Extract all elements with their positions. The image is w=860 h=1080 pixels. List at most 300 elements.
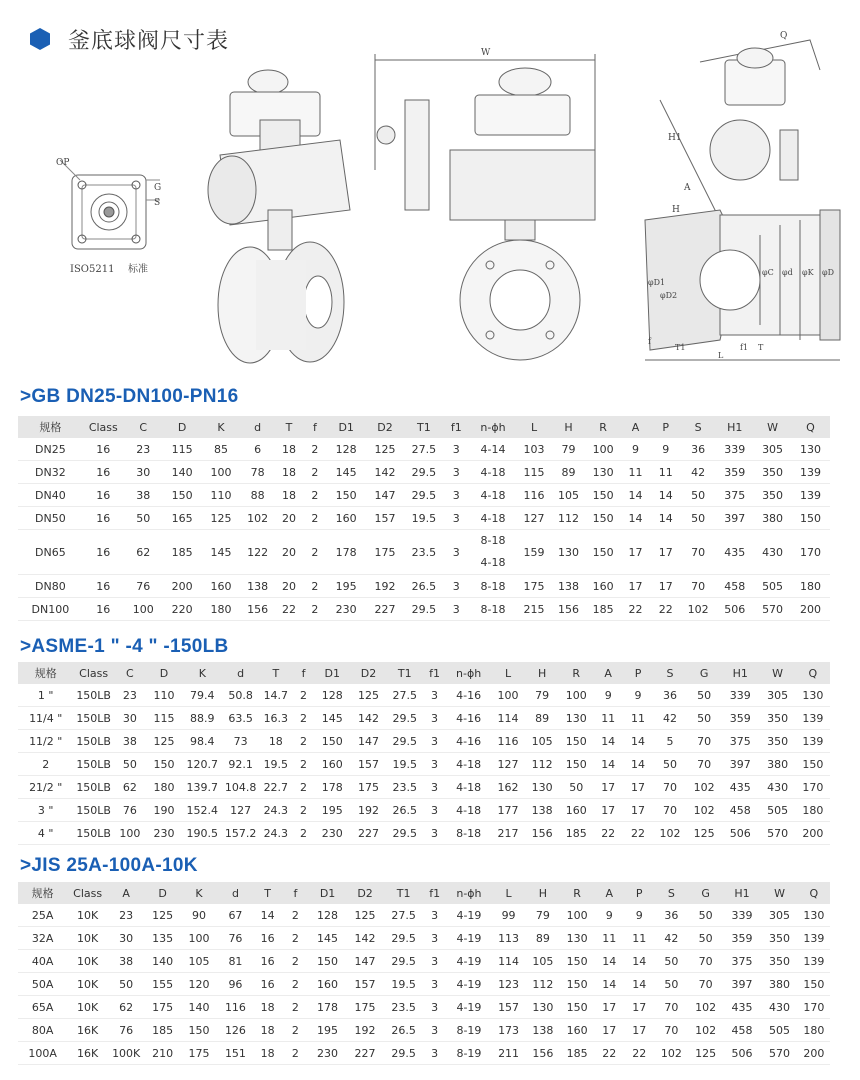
table-cell: 3: [443, 598, 469, 621]
table-cell: 17: [593, 799, 623, 822]
gb-table-header: [18, 416, 830, 438]
table-cell: 16: [83, 598, 124, 621]
table-cell: 100: [202, 461, 241, 484]
table-cell: 8-18: [469, 598, 517, 621]
table-cell: 50A: [18, 973, 67, 996]
table-cell: 230: [309, 1042, 345, 1065]
table-cell: 27.5: [404, 438, 443, 461]
table-cell: 29.5: [387, 707, 423, 730]
table-cell: 350: [754, 484, 791, 507]
table-cell: 2: [303, 507, 327, 530]
table-cell: 506: [723, 1042, 762, 1065]
table-cell: 14: [651, 484, 681, 507]
table-cell: 9: [651, 438, 681, 461]
gb-header-cell: P: [651, 416, 681, 438]
table-cell: 192: [346, 1019, 385, 1042]
asme-table-header: [18, 662, 830, 684]
table-cell: 2: [303, 438, 327, 461]
table-cell: 160: [314, 753, 350, 776]
table-cell: 139.7: [182, 776, 222, 799]
gb-header-cell: C: [124, 416, 163, 438]
asme-header-cell: n-ϕh: [446, 662, 491, 684]
table-cell: 4-18: [446, 753, 491, 776]
table-cell: 175: [350, 776, 386, 799]
table-cell: 8-18: [446, 822, 491, 845]
table-cell: 16: [83, 575, 124, 598]
table-cell: 192: [350, 799, 386, 822]
table-cell: 50: [654, 950, 688, 973]
table-cell: 30: [114, 707, 146, 730]
table-cell: 26.5: [384, 1019, 423, 1042]
table-cell: 14: [620, 507, 650, 530]
table-cell: 17: [593, 776, 623, 799]
table-cell: 50: [688, 927, 722, 950]
table-cell: 85: [202, 438, 241, 461]
table-cell: 62: [108, 996, 144, 1019]
table-cell: 150: [559, 753, 593, 776]
table-cell: 227: [346, 1042, 385, 1065]
table-row: [18, 575, 830, 598]
table-cell: 17: [651, 575, 681, 598]
table-cell: 156: [525, 822, 559, 845]
table-cell: 16: [83, 461, 124, 484]
table-cell: 305: [759, 684, 795, 707]
table-cell: 145: [314, 707, 350, 730]
asme-header-cell: H: [525, 662, 559, 684]
jis-header-cell: 规格: [18, 882, 67, 904]
table-cell: 89: [525, 707, 559, 730]
table-cell: 150LB: [73, 753, 113, 776]
table-cell: 178: [314, 776, 350, 799]
table-cell: 112: [525, 753, 559, 776]
table-cell: 150: [586, 484, 621, 507]
table-cell: 305: [754, 438, 791, 461]
table-cell: 139: [791, 484, 830, 507]
table-cell: 29.5: [384, 950, 423, 973]
table-cell: 210: [144, 1042, 180, 1065]
table-cell: 70: [653, 776, 687, 799]
table-cell: 1 ": [18, 684, 73, 707]
table-cell: 104.8: [223, 776, 259, 799]
table-cell: 380: [759, 753, 795, 776]
table-cell: 30: [108, 927, 144, 950]
table-cell: DN32: [18, 461, 83, 484]
table-cell: 2: [303, 530, 327, 575]
table-cell: 339: [721, 684, 759, 707]
table-cell: 375: [723, 950, 762, 973]
table-cell: 38: [124, 484, 163, 507]
dim-h1: H1: [668, 133, 682, 143]
table-cell: 4-19: [446, 927, 491, 950]
table-cell: 147: [350, 730, 386, 753]
table-cell: 195: [314, 799, 350, 822]
table-cell: 9: [624, 904, 654, 927]
table-cell: 375: [715, 484, 754, 507]
table-cell: 76: [108, 1019, 144, 1042]
table-cell: 42: [654, 927, 688, 950]
table-cell: 105: [525, 730, 559, 753]
table-cell: 125: [346, 904, 385, 927]
table-cell: 185: [560, 1042, 594, 1065]
table-cell: 2: [293, 707, 314, 730]
table-cell: 50: [108, 973, 144, 996]
table-cell: 180: [202, 598, 241, 621]
table-cell: 67: [217, 904, 253, 927]
table-cell: 190: [146, 799, 182, 822]
table-cell: 23.5: [404, 530, 443, 575]
table-cell: 4-18: [446, 776, 491, 799]
table-cell: 50: [687, 707, 721, 730]
table-cell: 50: [124, 507, 163, 530]
table-cell: 76: [114, 799, 146, 822]
dim-d: φd: [782, 268, 793, 277]
table-cell: 140: [181, 996, 217, 1019]
gb-header-cell: n-ϕh: [469, 416, 517, 438]
table-cell: 125: [202, 507, 241, 530]
table-cell: 19.5: [404, 507, 443, 530]
table-cell: 38: [108, 950, 144, 973]
table-cell: 70: [687, 730, 721, 753]
table-cell: 62: [124, 530, 163, 575]
table-cell: 435: [721, 776, 759, 799]
table-cell: 10K: [67, 996, 108, 1019]
table-cell: 157: [350, 753, 386, 776]
table-cell: 157.2: [223, 822, 259, 845]
table-cell: 110: [146, 684, 182, 707]
jis-header-cell: S: [654, 882, 688, 904]
asme-header-cell: f1: [423, 662, 446, 684]
dim-dd: φD: [822, 268, 835, 277]
table-cell: 150: [181, 1019, 217, 1042]
table-cell: 2: [293, 799, 314, 822]
table-cell: 50: [653, 753, 687, 776]
table-cell: 190.5: [182, 822, 222, 845]
table-cell: 150: [586, 530, 621, 575]
table-cell: 150: [560, 973, 594, 996]
table-cell: 79.4: [182, 684, 222, 707]
table-cell: 170: [796, 776, 830, 799]
asme-header-cell: A: [593, 662, 623, 684]
table-cell: 200: [796, 822, 830, 845]
table-cell: 138: [551, 575, 586, 598]
table-cell: 157: [346, 973, 385, 996]
asme-header-cell: d: [223, 662, 259, 684]
table-row: [18, 904, 830, 927]
table-cell: 9: [620, 438, 650, 461]
table-cell: 4-16: [446, 707, 491, 730]
gb-header-cell: A: [620, 416, 650, 438]
table-cell: 92.1: [223, 753, 259, 776]
table-cell: 128: [309, 904, 345, 927]
table-cell: 42: [653, 707, 687, 730]
jis-table-body: [18, 904, 830, 1065]
table-cell: 195: [327, 575, 366, 598]
dim-l: L: [718, 351, 724, 360]
dim-h: H: [672, 205, 680, 215]
table-cell: 9: [623, 684, 653, 707]
table-cell: 6: [240, 438, 275, 461]
table-cell: 180: [796, 799, 830, 822]
table-cell: 19.5: [387, 753, 423, 776]
table-cell: 29.5: [384, 1042, 423, 1065]
table-cell: 230: [327, 598, 366, 621]
table-cell: 105: [181, 950, 217, 973]
table-cell: 22.7: [259, 776, 293, 799]
jis-header-cell: K: [181, 882, 217, 904]
table-cell: 200: [791, 598, 830, 621]
table-cell: 156: [526, 1042, 560, 1065]
table-cell: 165: [163, 507, 202, 530]
table-cell: 10K: [67, 927, 108, 950]
table-cell: 359: [723, 927, 762, 950]
table-cell: 14: [593, 730, 623, 753]
asme-dimension-table: [18, 662, 830, 845]
table-cell: 102: [687, 799, 721, 822]
table-cell: 570: [759, 822, 795, 845]
table-cell: 130: [586, 461, 621, 484]
jis-header-cell: T: [254, 882, 282, 904]
table-cell: 2: [282, 996, 310, 1019]
table-cell: 2: [282, 1019, 310, 1042]
valve-section-view: [645, 40, 840, 360]
asme-header-cell: 规格: [18, 662, 73, 684]
table-cell: 10K: [67, 973, 108, 996]
table-cell: 160: [559, 799, 593, 822]
table-cell: 185: [586, 598, 621, 621]
table-cell: 162: [491, 776, 525, 799]
table-cell: 175: [517, 575, 552, 598]
table-cell: 192: [366, 575, 405, 598]
table-cell: 19.5: [384, 973, 423, 996]
table-cell: 195: [309, 1019, 345, 1042]
table-cell: 50: [687, 684, 721, 707]
table-cell: 11: [620, 461, 650, 484]
table-cell: 18: [254, 1019, 282, 1042]
table-cell: 105: [551, 484, 586, 507]
table-cell: 430: [761, 996, 797, 1019]
jis-header-cell: W: [761, 882, 797, 904]
valve-technical-drawing: [20, 31, 860, 380]
table-cell: 505: [761, 1019, 797, 1042]
table-cell: 150: [163, 484, 202, 507]
table-cell: 397: [715, 507, 754, 530]
table-cell: 89: [526, 927, 560, 950]
table-cell: 3: [443, 507, 469, 530]
page-title: 釜底球阀尺寸表: [68, 28, 230, 54]
table-cell: 50: [114, 753, 146, 776]
table-cell: 160: [586, 575, 621, 598]
table-cell: 18: [275, 484, 303, 507]
table-cell: 112: [526, 973, 560, 996]
table-cell: 458: [723, 1019, 762, 1042]
table-cell: 506: [721, 822, 759, 845]
table-cell: 3: [423, 1042, 447, 1065]
table-cell: 227: [350, 822, 386, 845]
table-row: [18, 996, 830, 1019]
table-cell: 458: [721, 799, 759, 822]
label-g: G: [154, 183, 162, 193]
table-cell: 16K: [67, 1042, 108, 1065]
table-cell: 102: [240, 507, 275, 530]
table-cell: 63.5: [223, 707, 259, 730]
table-cell: 14: [624, 950, 654, 973]
table-cell: DN80: [18, 575, 83, 598]
jis-header-cell: G: [688, 882, 722, 904]
table-cell: 50: [654, 973, 688, 996]
table-cell: 126: [217, 1019, 253, 1042]
table-cell: 2: [282, 1042, 310, 1065]
table-cell: 8-19: [446, 1042, 491, 1065]
table-cell: 3: [423, 684, 446, 707]
gb-table-body: [18, 438, 830, 621]
label-s: S: [154, 198, 161, 208]
table-cell: 160: [309, 973, 345, 996]
asme-header-cell: K: [182, 662, 222, 684]
table-cell: 20: [275, 530, 303, 575]
table-cell: 14: [594, 950, 624, 973]
table-cell: 339: [715, 438, 754, 461]
table-cell: 4-14: [469, 438, 517, 461]
table-cell: 36: [654, 904, 688, 927]
table-cell: 150LB: [73, 799, 113, 822]
jis-header-cell: Q: [798, 882, 830, 904]
table-cell: 16: [83, 438, 124, 461]
table-cell: 29.5: [404, 484, 443, 507]
table-cell: 130: [798, 904, 830, 927]
jis-header-cell: H: [526, 882, 560, 904]
table-cell: 116: [491, 730, 525, 753]
jis-header-cell: n-ϕh: [446, 882, 491, 904]
table-row: [18, 438, 830, 461]
table-cell: 125: [144, 904, 180, 927]
table-cell: 8-18: [469, 575, 517, 598]
table-cell: 2: [293, 822, 314, 845]
table-cell: 14: [623, 730, 653, 753]
gb-dimension-table: [18, 416, 830, 621]
jis-header-cell: A: [594, 882, 624, 904]
table-cell: 10K: [67, 904, 108, 927]
table-cell: 142: [350, 707, 386, 730]
table-cell: 3 ": [18, 799, 73, 822]
table-cell: 130: [559, 707, 593, 730]
table-cell: DN100: [18, 598, 83, 621]
dim-t: T: [758, 343, 764, 352]
table-cell: 435: [715, 530, 754, 575]
table-cell: 114: [491, 707, 525, 730]
table-cell: 14: [651, 507, 681, 530]
table-cell: 88.9: [182, 707, 222, 730]
table-cell: 305: [761, 904, 797, 927]
table-cell: 14: [594, 973, 624, 996]
table-cell: 120: [181, 973, 217, 996]
table-cell: 70: [688, 950, 722, 973]
table-cell: 70: [687, 753, 721, 776]
table-cell: 4-18: [469, 461, 517, 484]
table-cell: 112: [551, 507, 586, 530]
table-cell: 350: [759, 707, 795, 730]
table-cell: 50: [681, 507, 716, 530]
table-cell: 150LB: [73, 776, 113, 799]
table-cell: 4-19: [446, 996, 491, 1019]
table-cell: 105: [526, 950, 560, 973]
table-cell: 88: [240, 484, 275, 507]
table-cell: 127: [491, 753, 525, 776]
table-cell: 130: [791, 438, 830, 461]
table-cell: 3: [423, 707, 446, 730]
asme-header-cell: W: [759, 662, 795, 684]
table-cell: 125: [146, 730, 182, 753]
table-cell: 4-18: [469, 507, 517, 530]
table-cell: 505: [759, 799, 795, 822]
table-cell: 359: [715, 461, 754, 484]
table-cell: 458: [715, 575, 754, 598]
table-cell: 139: [796, 730, 830, 753]
asme-header-cell: D: [146, 662, 182, 684]
jis-header-cell: Class: [67, 882, 108, 904]
table-cell: 140: [163, 461, 202, 484]
asme-header-cell: D2: [350, 662, 386, 684]
table-row: [18, 707, 830, 730]
table-cell: 3: [423, 1019, 447, 1042]
table-cell: 18: [275, 461, 303, 484]
table-cell: 102: [653, 822, 687, 845]
table-row: [18, 776, 830, 799]
table-row: [18, 973, 830, 996]
table-cell: 16: [254, 950, 282, 973]
table-cell: 150: [146, 753, 182, 776]
table-cell: 32A: [18, 927, 67, 950]
table-cell: 90: [181, 904, 217, 927]
table-cell: 150: [309, 950, 345, 973]
table-cell: 4-19: [446, 950, 491, 973]
jis-header-cell: A: [108, 882, 144, 904]
valve-front-view: [375, 54, 595, 360]
table-row: [18, 1019, 830, 1042]
table-cell: 70: [653, 799, 687, 822]
table-cell: 139: [798, 950, 830, 973]
gb-header-cell: D1: [327, 416, 366, 438]
asme-header-cell: C: [114, 662, 146, 684]
table-cell: 26.5: [404, 575, 443, 598]
table-cell: 150: [560, 996, 594, 1019]
table-cell: 145: [327, 461, 366, 484]
table-cell: 138: [240, 575, 275, 598]
table-cell: 110: [202, 484, 241, 507]
table-row: [18, 730, 830, 753]
table-cell: 24.3: [259, 799, 293, 822]
table-cell: 70: [654, 1019, 688, 1042]
table-cell: 142: [346, 927, 385, 950]
table-cell: 180: [791, 575, 830, 598]
table-cell: 81: [217, 950, 253, 973]
table-cell: 27.5: [384, 904, 423, 927]
table-cell: 14: [623, 753, 653, 776]
table-cell: 23: [108, 904, 144, 927]
table-cell: 50: [559, 776, 593, 799]
table-cell: 156: [240, 598, 275, 621]
table-cell: 20: [275, 507, 303, 530]
table-cell: 40A: [18, 950, 67, 973]
table-cell: 50.8: [223, 684, 259, 707]
table-cell: 17: [624, 1019, 654, 1042]
gb-header-cell: R: [586, 416, 621, 438]
table-cell: 29.5: [404, 461, 443, 484]
table-cell: 70: [688, 973, 722, 996]
table-cell: 3: [443, 461, 469, 484]
jis-section-title: >JIS 25A-100A-10K: [20, 855, 198, 876]
table-cell: 173: [491, 1019, 525, 1042]
table-cell: 2: [303, 575, 327, 598]
